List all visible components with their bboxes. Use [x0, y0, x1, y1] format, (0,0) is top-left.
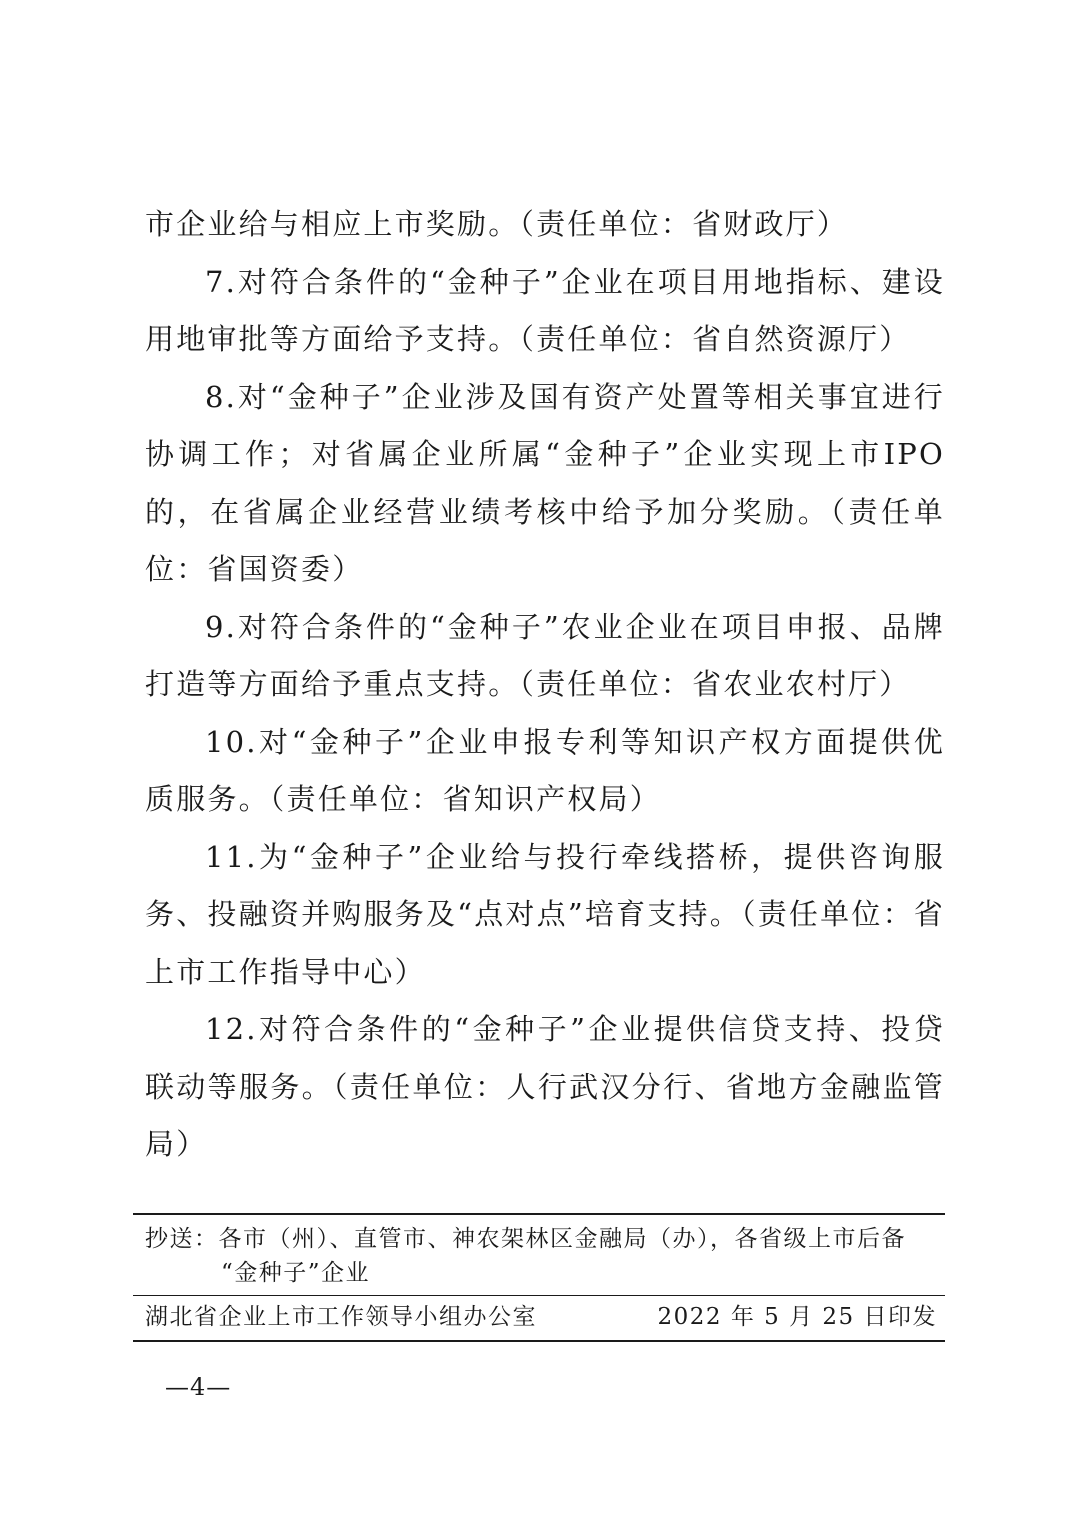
paragraph-item-8: 8.对“金种子”企业涉及国有资产处置等相关事宜进行协调工作；对省属企业所属“金种子”企业实现上市IPO的，在省属企业经营业绩考核中给予加分奖励。（责任单位：省国资委） [145, 379, 945, 586]
cc-recipients: 抄送：各市（州）、直管市、神农架林区金融局（办），各省级上市后备 [145, 1226, 906, 1252]
footer-top-rule [133, 1213, 945, 1215]
footer-middle-rule [133, 1295, 945, 1296]
cc-block [145, 1222, 945, 1290]
paragraph-item-7: 7.对符合条件的“金种子”企业在项目用地指标、建设用地审批等方面给予支持。（责任单位：省自然资源厅） [145, 264, 945, 356]
issue-date: 2022 年 5 月 25 日印发 [657, 1304, 937, 1330]
issuer-row [145, 1300, 937, 1334]
document-body [145, 196, 945, 1174]
page-number: —4— [165, 1373, 232, 1401]
footer-bottom-rule [133, 1340, 945, 1342]
paragraph-item-11: 11.为“金种子”企业给与投行牵线搭桥，提供咨询服务、投融资并购服务及“点对点”培育支持。（责任单位：省上市工作指导中心） [145, 839, 945, 989]
cc-recipients-continued: “金种子”企业 [221, 1260, 371, 1286]
paragraph-continuation: 市企业给与相应上市奖励。（责任单位：省财政厅） [145, 207, 849, 241]
paragraph-item-9: 9.对符合条件的“金种子”农业企业在项目申报、品牌打造等方面给予重点支持。（责任单位：省农业农村厅） [145, 609, 945, 701]
issuer-name: 湖北省企业上市工作领导小组办公室 [145, 1304, 537, 1330]
paragraph-item-10: 10.对“金种子”企业申报专利等知识产权方面提供优质服务。（责任单位：省知识产权局） [145, 724, 945, 816]
paragraph-item-12: 12.对符合条件的“金种子”企业提供信贷支持、投贷联动等服务。（责任单位：人行武汉分行、省地方金融监管局） [145, 1012, 945, 1161]
